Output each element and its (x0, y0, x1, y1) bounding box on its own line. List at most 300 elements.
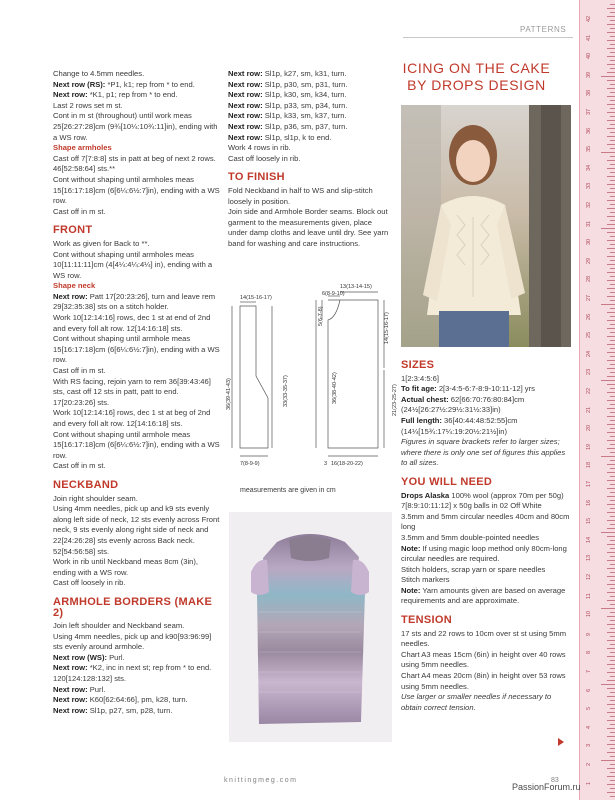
ruler-tick (607, 776, 615, 777)
title-line-2: BY DROPS DESIGN (407, 77, 546, 93)
ruler-tick (610, 348, 615, 349)
ruler-tick (610, 124, 615, 125)
diagram-caption: measurements are given in cm (240, 487, 336, 494)
line-text: Sl1p, p36, sm, p37, turn. (262, 121, 348, 131)
armhole-text (53, 621, 221, 716)
text-line (53, 685, 221, 696)
ruler-tick (610, 92, 615, 93)
bold-lead: Next row: (53, 684, 88, 694)
ruler-tick (610, 212, 615, 213)
text-line: Stitch markers (401, 575, 450, 585)
ruler-tick (610, 148, 615, 149)
ruler-tick (610, 628, 615, 629)
ruler-tick (607, 432, 615, 433)
bold-lead: Full length: (401, 415, 442, 425)
ruler-tick (610, 188, 615, 189)
tension-text (401, 629, 571, 714)
knitted-vest-illustration (229, 512, 392, 742)
ruler-number: 21 (586, 406, 592, 413)
ruler-number: 9 (586, 632, 592, 636)
ruler-tick (610, 692, 615, 693)
ruler-number: 40 (586, 53, 592, 60)
line-text: Sl1p, k27, sm, k31, turn. (262, 69, 347, 78)
sizes-heading: SIZES (401, 359, 435, 371)
line-text: Sl1p, k33, sm, k37, turn. (262, 111, 347, 121)
bold-lead: Next row: (228, 69, 263, 78)
pattern-title (401, 60, 552, 105)
finish-heading: TO FINISH (228, 171, 285, 184)
ruler-tick (601, 380, 615, 381)
neckband-heading: NECKBAND (53, 478, 119, 491)
ruler-tick (607, 688, 615, 689)
ruler-tick (610, 748, 615, 749)
ruler-tick (610, 356, 615, 357)
text-line: Figures in square brackets refer to larger sizes; where there is only one set of figures this applies to all sizes. (401, 437, 566, 468)
ruler-tick (610, 732, 615, 733)
ruler-tick (610, 276, 615, 277)
ruler-tick (607, 504, 615, 505)
ruler-tick (607, 160, 615, 161)
ruler-tick (610, 588, 615, 589)
ruler-tick (607, 144, 615, 145)
bold-lead: Note: (401, 585, 421, 595)
ruler-number: 26 (586, 313, 592, 320)
bold-lead: Next row: (53, 663, 88, 673)
footer-site: knittingmeg.com (224, 777, 298, 784)
tension-heading: TENSION (401, 614, 452, 627)
front-heading: FRONT (53, 224, 93, 237)
column-1 (53, 69, 221, 716)
ruler-tick (610, 364, 615, 365)
page-number: 83 (551, 777, 559, 784)
ruler-tick (607, 312, 615, 313)
ruler-tick (607, 248, 615, 249)
ruler-tick (607, 752, 615, 753)
ruler-number: 23 (586, 369, 592, 376)
ruler-number: 13 (586, 555, 592, 562)
text-line: With RS facing, rejoin yarn to rem 36[39:43:46] sts, cast off 12 sts in patt, patt to end. 17[20:23:26] sts. (53, 376, 211, 407)
ruler-tick (610, 236, 615, 237)
child-sweater-photo (401, 105, 571, 347)
ruler-tick (610, 572, 615, 573)
ruler-tick (610, 668, 615, 669)
ruler-tick (610, 260, 615, 261)
line-text: Purl. (107, 652, 125, 662)
line-text: Sl1p, p30, sm, p31, turn. (262, 79, 348, 89)
ruler-tick (607, 512, 615, 513)
title-line-1: ICING ON THE CAKE (402, 60, 551, 76)
back-intro (53, 69, 221, 143)
ruler-tick (610, 28, 615, 29)
ruler-number: 36 (586, 127, 592, 134)
text-line: 7[8:9:10:11:12] x 50g balls in 02 Off White (401, 501, 542, 511)
ruler-tick (610, 116, 615, 117)
ruler-number: 29 (586, 257, 592, 264)
ruler-tick (607, 424, 615, 425)
ruler-tick (610, 68, 615, 69)
ruler-tick (607, 336, 615, 337)
line-text: *K2, inc in next st; rep from * to end. 120[124:128:132] sts. (53, 663, 212, 684)
ruler-tick (610, 132, 615, 133)
text-line (228, 122, 393, 133)
text-line: Use larger or smaller needles if necessary to obtain correct tension. (401, 692, 552, 712)
ruler-number: 22 (586, 387, 592, 394)
ruler-tick (610, 164, 615, 165)
ruler-tick (607, 552, 615, 553)
ruler-number: 1 (586, 781, 592, 785)
ruler-tick (610, 548, 615, 549)
ruler-tick (610, 564, 615, 565)
text-line: Cont without shaping until armhole meas 15[16:17:18]cm (6[6¼:6½:7]in), ending with a WS row. (53, 334, 220, 365)
text-line: Cont without shaping until armholes meas 15[16:17:18]cm (6[6¼:6½:7]in), ending with a WS row. (53, 174, 220, 206)
ruler-tick (601, 152, 615, 153)
ruler-tick (610, 292, 615, 293)
line-text: Sl1p, k30, sm, k34, turn. (262, 90, 347, 100)
dim-far-right-top: 14(15-16-17) (384, 312, 390, 344)
text-line: Cast off in m st. (53, 461, 106, 471)
ruler-tick (610, 172, 615, 173)
ruler-tick (607, 560, 615, 561)
dim-far-right-low: 21(23-25-27) (392, 384, 398, 416)
ruler-tick (610, 580, 615, 581)
ruler-tick (607, 672, 615, 673)
text-line (228, 133, 393, 144)
ruler-tick (607, 712, 615, 713)
ruler-tick (607, 368, 615, 369)
ruler-number: 6 (586, 688, 592, 692)
armhole-heading: ARMHOLE BORDERS (MAKE 2) (53, 595, 213, 619)
ruler-tick (607, 48, 615, 49)
text-line (53, 695, 221, 706)
ruler-number: 20 (586, 425, 592, 432)
text-line (53, 90, 221, 101)
line-text: 62[66:70:76:80:84]cm (24½[26:27½:29½:31½:33]in) (401, 394, 525, 415)
ruler-tick (601, 684, 615, 685)
ruler-number: 30 (586, 239, 592, 246)
text-line (228, 111, 393, 122)
ruler-tick (607, 80, 615, 81)
ruler-number: 33 (586, 183, 592, 190)
ruler-tick (610, 700, 615, 701)
column-2 (228, 69, 393, 250)
ruler-tick (601, 608, 615, 609)
ruler-number: 42 (586, 15, 592, 22)
ruler-tick (610, 20, 615, 21)
ruler-tick (607, 576, 615, 577)
section-tab: PATTERNS (520, 25, 567, 34)
ruler-tick (607, 664, 615, 665)
text-line: 3.5mm and 5mm circular needles 40cm and 80cm long (401, 511, 570, 532)
ruler-tick (607, 656, 615, 657)
text-line: Cast off in m st. (53, 206, 106, 216)
ruler-tick (610, 268, 615, 269)
ruler-tick (610, 196, 615, 197)
ruler-tick (607, 192, 615, 193)
bold-lead: Next row: (53, 705, 88, 715)
ruler-number: 32 (586, 201, 592, 208)
text-line: Stitch holders, scrap yarn or spare needles (401, 564, 546, 574)
ruler-tick (607, 640, 615, 641)
ruler-tick (610, 316, 615, 317)
ruler-tick (607, 344, 615, 345)
ruler-number: 12 (586, 573, 592, 580)
ruler-tick (607, 464, 615, 465)
you-will-need-text (401, 491, 571, 608)
ruler-tick (610, 12, 615, 13)
you-will-need-heading: YOU WILL NEED (401, 475, 493, 488)
ruler-tick (601, 532, 615, 533)
ruler-tick (607, 600, 615, 601)
measurement-diagram (226, 278, 398, 473)
ruler-tick (610, 460, 615, 461)
ruler-tick (610, 332, 615, 333)
ruler-tick (607, 136, 615, 137)
ruler-tick (610, 756, 615, 757)
ruler-tick (610, 660, 615, 661)
ruler-tick (610, 140, 615, 141)
ruler-tick (607, 440, 615, 441)
ruler-number: 17 (586, 480, 592, 487)
line-text: Sl1p, p27, sm, p28, turn. (87, 705, 173, 715)
ruler-tick (607, 768, 615, 769)
ruler-tick (607, 256, 615, 257)
ruler-tick (607, 792, 615, 793)
text-line (53, 706, 221, 717)
bold-lead: Next row: (228, 121, 263, 131)
text-line: Last 2 rows set m st. (53, 100, 123, 110)
ruler-number: 28 (586, 276, 592, 283)
ruler-tick (610, 180, 615, 181)
text-line: 3.5mm and 5mm double-pointed needles (401, 532, 540, 542)
text-line (401, 544, 571, 565)
ruler-tick (607, 528, 615, 529)
ruler-tick (610, 764, 615, 765)
ruler-number: 5 (586, 707, 592, 711)
line-text: Sl1p, sl1p, k to end. (262, 132, 332, 142)
ruler-tick (610, 740, 615, 741)
ruler-tick (601, 456, 615, 457)
text-line: Work as given for Back to **. (53, 238, 150, 248)
ruler-tick (610, 156, 615, 157)
sizes-text (401, 374, 571, 469)
ruler-number: 3 (586, 744, 592, 748)
ruler-number: 39 (586, 71, 592, 78)
ruler-number: 10 (586, 611, 592, 618)
short-rows-text (228, 69, 393, 164)
ruler-tick (610, 524, 615, 525)
ruler-tick (607, 416, 615, 417)
text-line: Chart A3 meas 15cm (6in) in height over 40 rows using 5mm needles. (401, 649, 566, 670)
text-line: Chart A4 meas 20cm (8in) in height over 53 rows using 5mm needles. (401, 671, 566, 691)
text-line: Fold Neckband in half to WS and slip-stitch loosely in position. (228, 185, 373, 206)
bold-lead: Next row: (228, 79, 263, 89)
ruler-tick (607, 624, 615, 625)
ruler-number: 37 (586, 108, 592, 115)
ruler-tick (607, 96, 615, 97)
text-line: 1[2:3:4:5:6] (401, 373, 439, 383)
ruler-number: 19 (586, 443, 592, 450)
continue-arrow-icon (558, 738, 564, 746)
ruler-tick (607, 224, 615, 225)
ruler-number: 18 (586, 462, 592, 469)
ruler-tick (610, 796, 615, 797)
ruler-tick (607, 288, 615, 289)
text-line (401, 384, 571, 395)
ruler-tick (610, 36, 615, 37)
text-line: Join side and Armhole Border seams. Block out garment to the measurements given, place under damp cloths and leave until dry. See yarn band for washing and care instructions. (228, 207, 389, 248)
ruler-tick (607, 176, 615, 177)
ruler-tick (607, 120, 615, 121)
ruler-tick (610, 436, 615, 437)
text-line: Join left shoulder and Neckband seam. (53, 621, 185, 631)
ruler-tick (607, 200, 615, 201)
line-text: Purl. (87, 684, 106, 694)
bold-lead: Note: (401, 543, 421, 553)
ruler-tick (607, 544, 615, 545)
ruler-tick (610, 428, 615, 429)
ruler-tick (610, 724, 615, 725)
ruler-tick (610, 44, 615, 45)
bold-lead: Next row (RS): (53, 79, 106, 89)
shape-armholes-text (53, 154, 221, 218)
vest-photo (229, 512, 392, 742)
dim-left-side: 36(39-41-43) (226, 378, 232, 410)
line-text: K60[62:64:66], pm, k28, turn. (87, 695, 188, 705)
text-line: Change to 4.5mm needles. (53, 69, 145, 78)
dim-bottom-left: 7(8-9-9) (240, 461, 260, 467)
ruler-tick (610, 220, 615, 221)
watermark: PassionForum.ru (512, 782, 581, 792)
ruler-tick (607, 64, 615, 65)
ruler-tick (607, 384, 615, 385)
line-text: *K1, p1; rep from * to end. (87, 90, 178, 100)
ruler-tick (607, 24, 615, 25)
dim-right-side: 36(38-40-42) (332, 372, 338, 404)
header-rule (403, 37, 573, 38)
ruler-tick (607, 784, 615, 785)
ruler-tick (610, 4, 615, 5)
ruler-tick (610, 788, 615, 789)
line-text: 36[40:44:48:52:55]cm (14¼[15¾:17¼:19:20½:21½]in) (401, 415, 518, 436)
text-line (401, 491, 571, 502)
ruler-tick (610, 620, 615, 621)
ruler-tick (607, 520, 615, 521)
finish-text (228, 186, 393, 250)
ruler-tick (607, 216, 615, 217)
bold-lead: Next row: (53, 695, 88, 705)
ruler-tick (607, 272, 615, 273)
ruler-number: 11 (586, 592, 592, 599)
ruler-tick (607, 448, 615, 449)
ruler-tick (610, 596, 615, 597)
ruler-tick (610, 84, 615, 85)
ruler-number: 15 (586, 518, 592, 525)
text-line: 17 sts and 22 rows to 10cm over st st using 5mm needles. (401, 628, 567, 649)
ruler-tick (607, 8, 615, 9)
ruler-tick (610, 492, 615, 493)
ruler-tick (607, 360, 615, 361)
ruler-tick (601, 76, 615, 77)
shape-armholes-heading: Shape armholes (53, 143, 112, 153)
ruler-tick (610, 100, 615, 101)
back-half-outline (240, 306, 268, 448)
line-text: Sl1p, p33, sm, p34, turn. (262, 100, 348, 110)
line-text: Yarn amounts given are based on average requirements and are approximate. (401, 585, 566, 606)
ruler-tick (607, 296, 615, 297)
text-line: Work 4 rows in rib. (228, 143, 291, 153)
ruler-tick (610, 404, 615, 405)
ruler-tick (607, 496, 615, 497)
ruler-tick (610, 204, 615, 205)
ruler-tick (607, 184, 615, 185)
ruler-tick (607, 488, 615, 489)
ruler-tick (610, 604, 615, 605)
column-3 (401, 360, 571, 713)
bold-lead: Drops Alaska (401, 490, 450, 500)
ruler-tick (601, 304, 615, 305)
text-line: Cont in m st (throughout) until work meas 25[26:27:28]cm (9¾[10¼:10¾:11]in), ending with a WS row. (53, 111, 218, 142)
model-photo (401, 105, 571, 347)
ruler-tick (607, 352, 615, 353)
ruler-tick (607, 632, 615, 633)
text-line: Work in rib until Neckband meas 8cm (3in), ending with a WS row. (53, 557, 199, 577)
ruler-tick (610, 556, 615, 557)
ruler-tick (607, 728, 615, 729)
text-line: Cast off loosely in rib. (53, 578, 126, 588)
ruler-tick (607, 168, 615, 169)
shape-neck-heading: Shape neck (53, 281, 96, 291)
ruler-tick (607, 568, 615, 569)
dim-top-mid: 6(8-9-10) (322, 291, 345, 297)
text-line: Using 4mm needles, pick up and k90[93:96:99] sts evenly around armhole. (53, 631, 212, 652)
ruler-tick (610, 444, 615, 445)
ruler-tick (607, 328, 615, 329)
ruler-tick (610, 612, 615, 613)
text-line: Cont without shaping until armholes meas 10[11:11:11]cm (4[4¼:4¼:4¼] in), ending with a WS row. (53, 249, 213, 280)
ruler-tick (610, 372, 615, 373)
ruler-tick (610, 340, 615, 341)
ruler-tick (607, 616, 615, 617)
ruler-tick (610, 468, 615, 469)
ruler-tick (607, 744, 615, 745)
text-line: Work 10[12:14:16] rows, dec 1 st at beg of 2nd and every foll alt row. 12[14:16:18] sts. (53, 408, 211, 428)
ruler-tick (610, 308, 615, 309)
bold-lead: Next row: (228, 100, 263, 110)
ruler-tick (607, 232, 615, 233)
ruler-tick (610, 300, 615, 301)
ruler-number: 27 (586, 294, 592, 301)
ruler-tick (601, 760, 615, 761)
ruler-tick (610, 420, 615, 421)
ruler-number: 7 (586, 669, 592, 673)
text-line (53, 663, 221, 684)
line-text: Patt 17[20:23:26], turn and leave rem 29[32:35:38] sts on a stitch holder. (53, 291, 216, 312)
ruler-tick (607, 648, 615, 649)
ruler-tick (607, 280, 615, 281)
ruler-tick (607, 536, 615, 537)
ruler-number: 35 (586, 146, 592, 153)
ruler-tick (610, 388, 615, 389)
text-line (228, 69, 393, 80)
ruler-tick (607, 480, 615, 481)
line-text: 100% wool (approx 70m per 50g) (449, 490, 564, 500)
text-line: Cast off loosely in rib. (228, 153, 301, 163)
ruler-tick (610, 636, 615, 637)
ruler-tick (607, 408, 615, 409)
ruler-tick (607, 16, 615, 17)
text-line (401, 586, 571, 607)
ruler-number: 31 (586, 220, 592, 227)
